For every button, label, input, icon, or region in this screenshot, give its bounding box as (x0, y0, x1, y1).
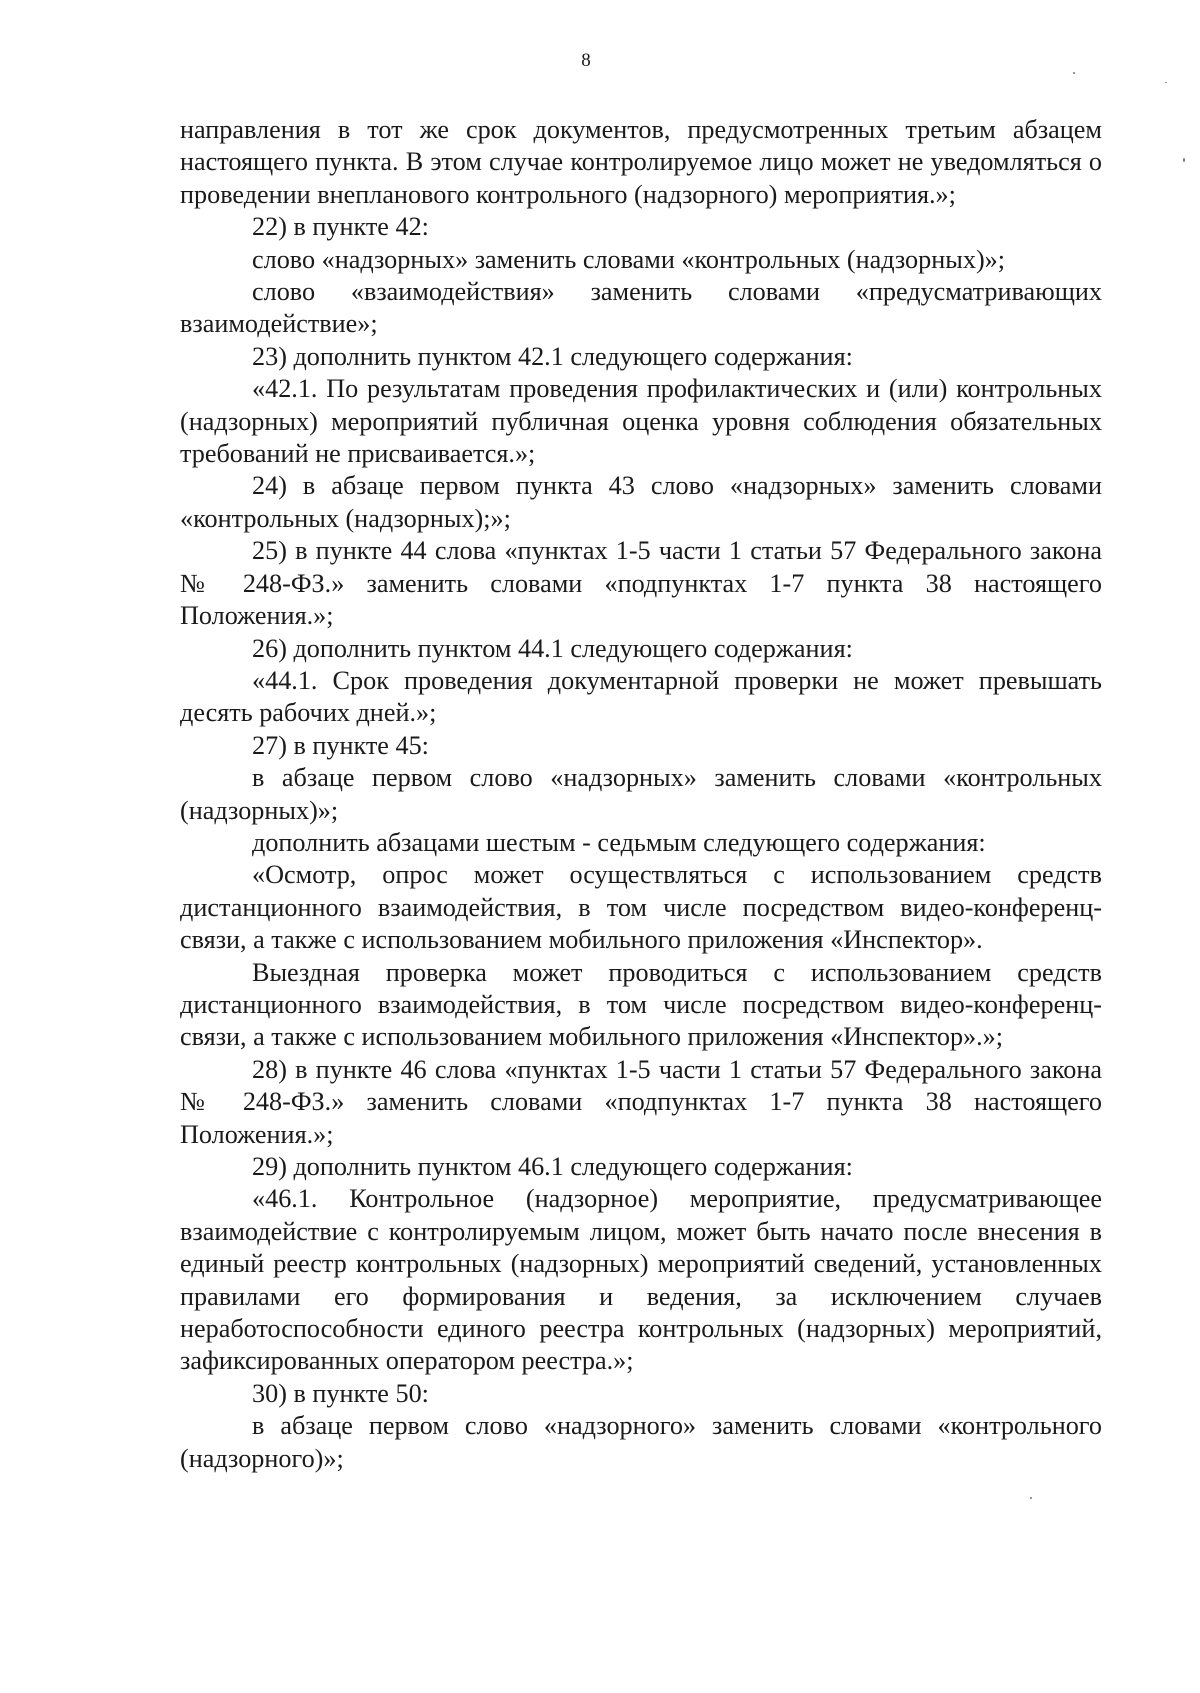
paragraph-subitem: слово «взаимодействия» заменить словами «предусматривающих взаимодействие»; (180, 277, 1102, 339)
scan-speck (1183, 158, 1185, 162)
paragraph-subitem: дополнить абзацами шестым - седьмым следующего содержания: (252, 827, 986, 857)
scan-speck (1073, 72, 1075, 74)
paragraph-subitem: в абзаце первом слово «надзорного» заменить словами «контрольного (надзорного)»; (180, 1411, 1102, 1473)
scan-speck (1165, 82, 1167, 83)
paragraph-quote-vyezdnaya: Выездная проверка может проводиться с использованием средств дистанционного взаимодействия, в том числе посредством видео-конференц-связи, а также с использованием мобильного приложения «Инспектор».»; (180, 957, 1102, 1052)
paragraph-item-23: 23) дополнить пунктом 42.1 следующего содержания: (252, 341, 853, 371)
document-body (180, 114, 1102, 1475)
paragraph-item-24: 24) в абзаце первом пункта 43 слово «надзорных» заменить словами «контрольных (надзорных);»; (180, 471, 1102, 533)
paragraph-item-22: 22) в пункте 42: (252, 212, 429, 242)
paragraph-quote-osmotr: «Осмотр, опрос может осуществляться с использованием средств дистанционного взаимодействия, в том числе посредством видео-конференц-связи, а также с использованием мобильного приложения «Инспектор». (180, 860, 1102, 955)
paragraph-quote-42-1: «42.1. По результатам проведения профилактических и (или) контрольных (надзорных) мероприятий публичная оценка уровня соблюдения обязательных требований не присваивается.»; (180, 374, 1102, 469)
paragraph-subitem: в абзаце первом слово «надзорных» заменить словами «контрольных (надзорных)»; (180, 763, 1102, 825)
paragraph-item-25: 25) в пункте 44 слова «пунктах 1-5 части 1 статьи 57 Федерального закона № 248-ФЗ.» заменить словами «подпунктах 1-7 пункта 38 настоящего Положения.»; (180, 536, 1102, 631)
paragraph-continuation: направления в тот же срок документов, предусмотренных третьим абзацем настоящего пункта. В этом случае контролируемое лицо может не уведомляться о проведении внепланового контрольного (надзорного) мероприятия.»; (180, 115, 1102, 209)
paragraph-item-30: 30) в пункте 50: (252, 1378, 429, 1408)
scan-speck (1030, 1497, 1032, 1499)
paragraph-item-28: 28) в пункте 46 слова «пунктах 1-5 части 1 статьи 57 Федерального закона № 248-ФЗ.» заменить словами «подпунктах 1-7 пункта 38 настоящего Положения.»; (180, 1054, 1102, 1149)
paragraph-subitem: слово «надзорных» заменить словами «контрольных (надзорных)»; (252, 244, 1006, 274)
paragraph-item-26: 26) дополнить пунктом 44.1 следующего содержания: (252, 633, 853, 663)
paragraph-quote-44-1: «44.1. Срок проведения документарной проверки не может превышать десять рабочих дней.»; (180, 665, 1102, 728)
page-number: 8 (581, 50, 591, 71)
paragraph-item-27: 27) в пункте 45: (252, 730, 429, 760)
paragraph-item-29: 29) дополнить пунктом 46.1 следующего содержания: (252, 1152, 853, 1181)
paragraph-quote-46-1: «46.1. Контрольное (надзорное) мероприятие, предусматривающее взаимодействие с контролируемым лицом, может быть начато после внесения в единый реестр контрольных (надзорных) мероприятий сведений, установленных правилами его формирования и ведения, за исключением случаев неработоспособности единого реестра контрольных (надзорных) мероприятий, зафиксированных оператором реестра.»; (180, 1184, 1102, 1376)
